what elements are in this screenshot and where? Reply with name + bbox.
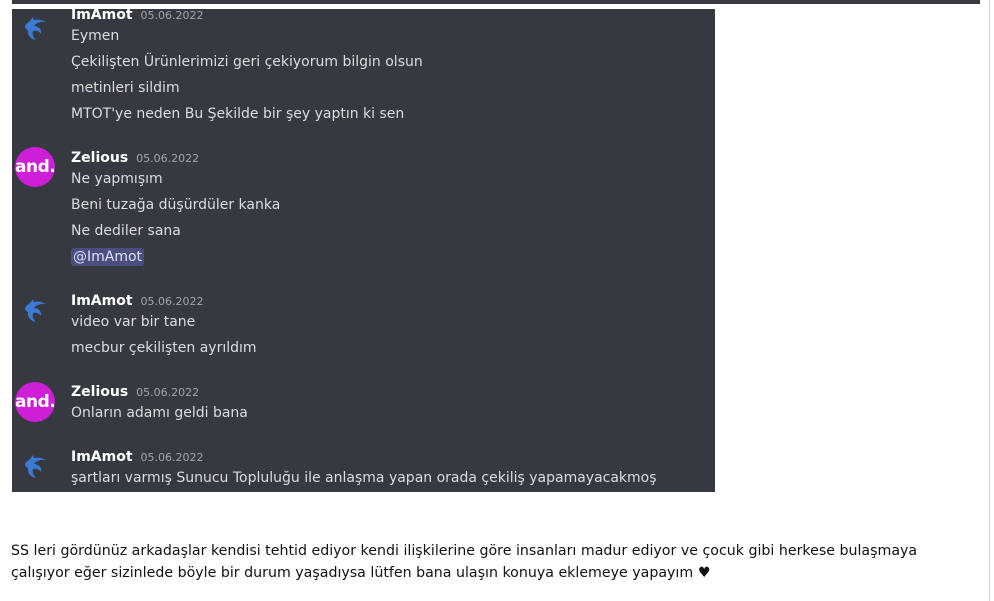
avatar[interactable] <box>15 9 55 49</box>
message-line: Beni tuzağa düşürdüler kanka <box>71 197 281 213</box>
message-line: metinleri sildim <box>71 80 180 96</box>
author-name[interactable]: ImAmot <box>71 9 133 23</box>
message-line: Çekilişten Ürünlerimizi geri çekiyorum bilgin olsun <box>71 54 423 70</box>
author-name[interactable]: Zelious <box>71 384 129 400</box>
message-line <box>71 247 144 267</box>
dolphin-icon <box>21 15 49 43</box>
message-line: MTOT'ye neden Bu Şekilde bir şey yaptın ki sen <box>71 106 405 122</box>
message-line: video var bir tane <box>71 314 196 330</box>
avatar[interactable] <box>15 447 55 487</box>
chat-screenshot <box>12 9 715 492</box>
timestamp: 05.06.2022 <box>140 9 204 22</box>
message-line: Eymen <box>71 28 120 44</box>
timestamp: 05.06.2022 <box>140 295 204 308</box>
message-header <box>71 446 204 466</box>
message-line: şartları varmış Sunucu Topluluğu ile anlaşma yapan orada çekiliş yapamayacakmoş <box>71 470 657 486</box>
message-header <box>71 147 199 167</box>
message-header <box>71 290 204 310</box>
post-body-text: SS leri gördünüz arkadaşlar kendisi tehtid ediyor kendi ilişkilerine göre insanları madur ediyor ve çocuk gibi herkese bulaşmaya çalışıyor eğer sizinlede böyle bir durum yaşadıysa lütfen bana ulaşın konuya eklemeye yapayım ♥ <box>11 543 918 581</box>
message-line: Ne yapmışım <box>71 171 163 187</box>
user-mention[interactable]: @ImAmot <box>73 249 143 265</box>
author-name[interactable]: ImAmot <box>71 293 133 309</box>
message-header <box>71 381 199 401</box>
dolphin-icon <box>21 453 49 481</box>
avatar[interactable] <box>15 291 55 331</box>
top-image-edge <box>12 0 980 4</box>
page-divider <box>989 0 990 601</box>
author-name[interactable]: ImAmot <box>71 449 133 465</box>
message-line: mecbur çekilişten ayrıldım <box>71 340 257 356</box>
message-header <box>71 9 204 24</box>
author-name[interactable]: Zelious <box>71 150 129 166</box>
timestamp: 05.06.2022 <box>136 152 200 165</box>
message-line: Onların adamı geldi bana <box>71 405 248 421</box>
avatar[interactable]: and. <box>15 382 55 422</box>
dolphin-icon <box>21 297 49 325</box>
message-line: Ne dediler sana <box>71 223 181 239</box>
avatar[interactable]: and. <box>15 147 55 187</box>
timestamp: 05.06.2022 <box>136 386 200 399</box>
timestamp: 05.06.2022 <box>140 451 204 464</box>
